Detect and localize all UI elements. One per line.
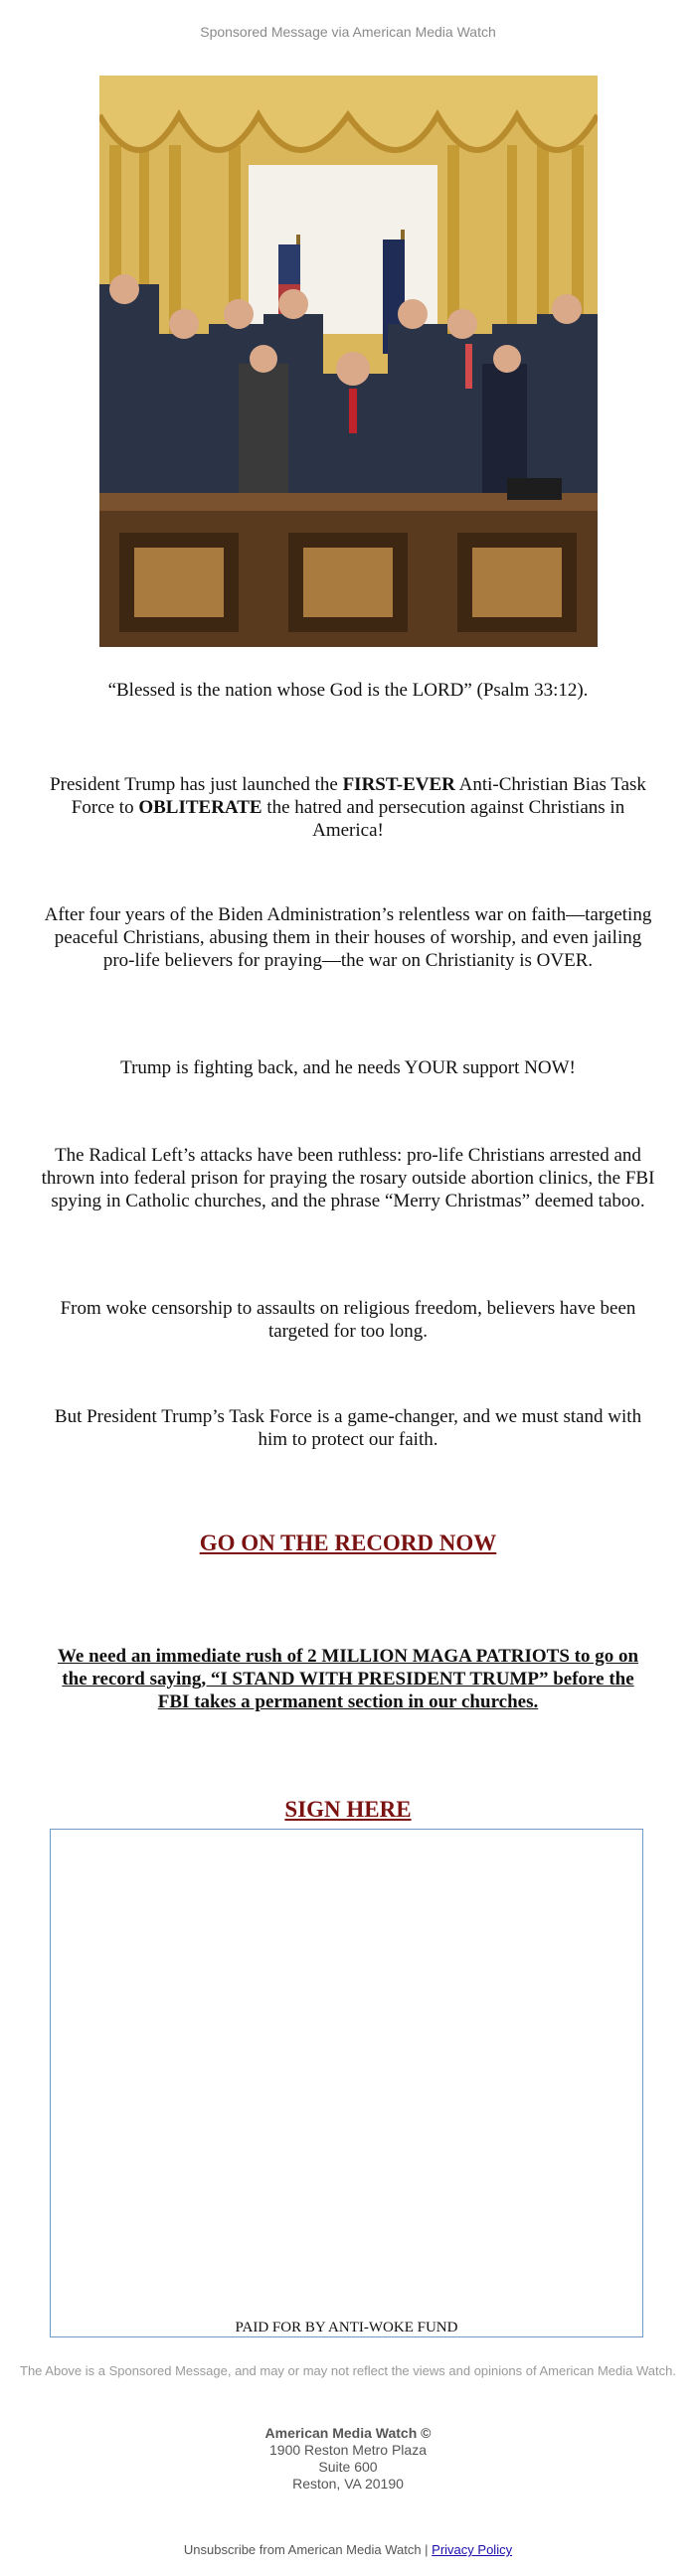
paragraph-game-changer: But President Trump’s Task Force is a game-changer, and we must stand with him to protect our faith. xyxy=(54,1406,642,1450)
p1-bold-obliterate: OBLITERATE xyxy=(138,797,262,818)
oval-office-prayer-photo xyxy=(99,76,598,647)
call-to-action-text: We need an immediate rush of 2 MILLION MAGA PATRIOTS to go on the record saying, “I STAND WITH PRESIDENT TRUMP” before the FBI takes a permanent section in our churches. xyxy=(57,1646,639,1712)
footer-address-line-1: 1900 Reston Metro Plaza xyxy=(269,2442,427,2458)
unsubscribe-link[interactable]: Unsubscribe from American Media Watch | xyxy=(183,2542,433,2557)
paragraph-radical-left: The Radical Left’s attacks have been ruthless: pro-life Christians arrested and thrown into federal prison for praying the rosary outside abortion clinics, the FBI spying in Catholic churches, and the phrase “Merry Christmas” deemed taboo. xyxy=(41,1145,655,1211)
footer-org-name: American Media Watch © xyxy=(264,2425,432,2441)
paragraph-fighting-back: Trump is fighting back, and he needs YOUR support NOW! xyxy=(120,1057,576,1078)
go-on-record-link[interactable]: GO ON THE RECORD NOW xyxy=(199,1530,497,1555)
scripture-quote: “Blessed is the nation whose God is the LORD” (Psalm 33:12). xyxy=(107,680,589,701)
footer-address-line-3: Reston, VA 20190 xyxy=(292,2476,404,2492)
p1-bold-first-ever: FIRST-EVER xyxy=(342,774,455,795)
p1-text-3: the hatred and persecution against Christians in America! xyxy=(261,797,625,841)
sign-here-link[interactable]: SIGN HERE xyxy=(284,1797,412,1822)
p1-text-1: President Trump has just launched the xyxy=(50,774,343,795)
hero-image xyxy=(99,76,598,647)
sponsored-disclaimer: The Above is a Sponsored Message, and may or may not reflect the views and opinions of American Media Watch. xyxy=(20,2363,676,2378)
sponsored-header: Sponsored Message via American Media Watch xyxy=(200,24,496,40)
footer-address xyxy=(0,2425,696,2493)
paragraph-task-force xyxy=(40,773,656,842)
unsubscribe-line xyxy=(0,2542,696,2557)
paragraph-war-on-faith: After four years of the Biden Administration’s relentless war on faith—targeting peaceful Christians, abusing them in their houses of worship, and even jailing pro-life believers for praying—the war on Christianity is OVER. xyxy=(44,904,652,971)
paragraph-woke-censorship: From woke censorship to assaults on religious freedom, believers have been targeted for too long. xyxy=(60,1298,636,1342)
sign-embed-frame[interactable] xyxy=(50,1829,643,2337)
privacy-policy-link[interactable]: Privacy Policy xyxy=(432,2542,513,2557)
paid-for-by-label: PAID FOR BY ANTI-WOKE FUND xyxy=(235,2320,458,2335)
p1-text-2: Anti-Christian Bias Task Force to xyxy=(71,774,646,818)
footer-address-line-2: Suite 600 xyxy=(318,2459,378,2475)
